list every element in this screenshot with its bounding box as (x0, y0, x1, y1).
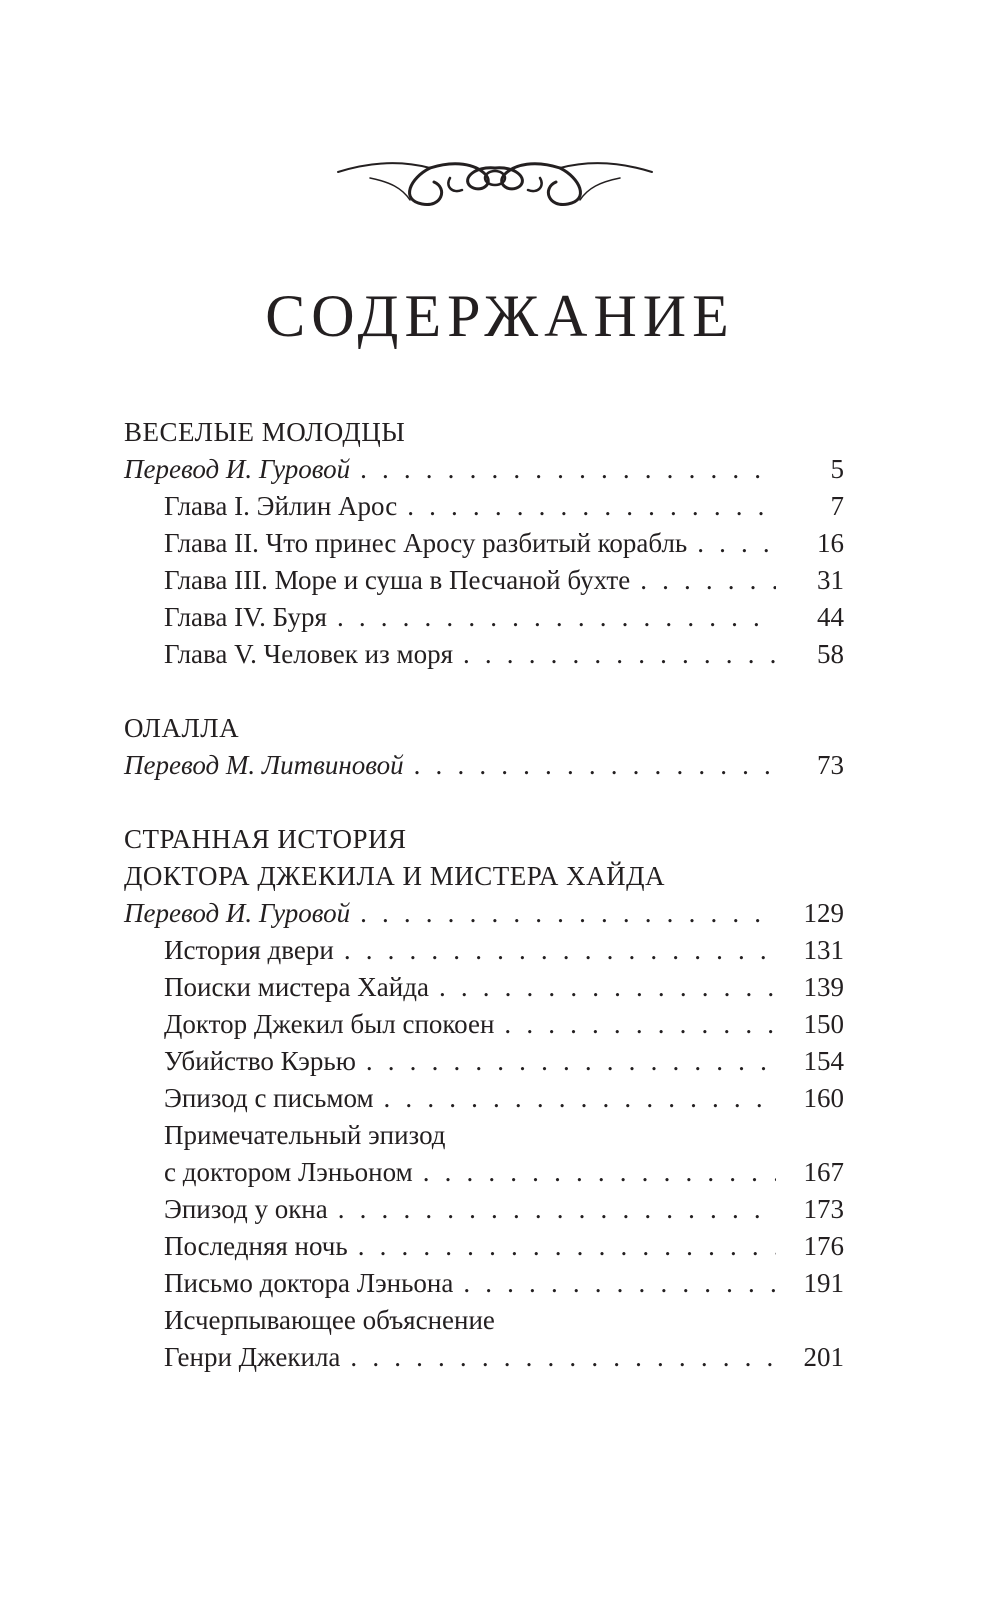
page-number: 173 (803, 1194, 844, 1224)
toc-entry-chapter[interactable] (124, 562, 844, 599)
toc-entry-chapter[interactable] (124, 1191, 844, 1228)
page-number: 176 (803, 1231, 844, 1261)
section-title: ВЕСЕЛЫЕ МОЛОДЦЫ (124, 417, 406, 447)
leader-dots (327, 599, 776, 636)
section-spacer (124, 673, 844, 710)
leader-dots (404, 747, 776, 784)
toc-entry-chapter[interactable] (124, 1043, 844, 1080)
entry-label: Письмо доктора Лэньона (164, 1268, 454, 1298)
entry-label: История двери (164, 935, 334, 965)
toc-entry-translator[interactable] (124, 895, 844, 932)
toc-entry-translator[interactable] (124, 747, 844, 784)
page-number: 150 (803, 1009, 844, 1039)
section-title: ДОКТОРА ДЖЕКИЛА И МИСТЕРА ХАЙДА (124, 861, 666, 891)
toc-entry-chapter[interactable] (124, 525, 844, 562)
leader-dots (334, 932, 776, 969)
leader-dots (356, 1043, 776, 1080)
page-number: 160 (803, 1083, 844, 1113)
entry-label: с доктором Лэньоном (164, 1157, 413, 1187)
entry-label: Перевод И. Гуровой (124, 898, 351, 928)
entry-label: Генри Джекила (164, 1342, 341, 1372)
leader-dots (397, 488, 776, 525)
page-number: 7 (830, 491, 844, 521)
leader-dots (453, 1265, 776, 1302)
page-number: 139 (803, 972, 844, 1002)
leader-dots (350, 451, 776, 488)
toc-entry-chapter[interactable] (124, 488, 844, 525)
leader-dots (348, 1228, 776, 1265)
toc-entry-chapter-first-line[interactable]: Примечательный эпизод (164, 1120, 446, 1150)
toc-entry-chapter[interactable] (124, 1080, 844, 1117)
page-number: 191 (803, 1268, 844, 1298)
leader-dots (429, 969, 776, 1006)
toc-entry-chapter[interactable] (124, 636, 844, 673)
leader-dots (687, 525, 776, 562)
leader-dots (413, 1154, 776, 1191)
toc-entry-chapter[interactable] (124, 1265, 844, 1302)
entry-label: Последняя ночь (164, 1231, 348, 1261)
page-number: 131 (803, 935, 844, 965)
page-number: 154 (803, 1046, 844, 1076)
toc-entry-chapter[interactable] (124, 932, 844, 969)
section-title: СТРАННАЯ ИСТОРИЯ (124, 824, 407, 854)
page-number: 16 (817, 528, 844, 558)
entry-label: Поиски мистера Хайда (164, 972, 429, 1002)
entry-label: Эпизод с письмом (164, 1083, 374, 1113)
entry-label: Глава I. Эйлин Арос (164, 491, 398, 521)
page-title: СОДЕРЖАНИЕ (265, 283, 735, 349)
entry-label: Глава II. Что принес Аросу разбитый корабль (164, 528, 688, 558)
section-spacer (124, 784, 844, 821)
leader-dots (630, 562, 776, 599)
entry-label: Перевод И. Гуровой (124, 454, 351, 484)
leader-dots (328, 1191, 776, 1228)
page-number: 201 (803, 1342, 844, 1372)
entry-label: Глава IV. Буря (164, 602, 327, 632)
toc-entry-chapter[interactable] (124, 1006, 844, 1043)
page-number: 44 (817, 602, 844, 632)
entry-label: Глава III. Море и суша в Песчаной бухте (164, 565, 631, 595)
leader-dots (340, 1339, 776, 1376)
page-number: 31 (817, 565, 844, 595)
entry-label: Убийство Кэрью (164, 1046, 356, 1076)
entry-label: Доктор Джекил был спокоен (164, 1009, 495, 1039)
page-number: 5 (830, 454, 844, 484)
toc-entry-chapter-first-line[interactable]: Исчерпывающее объяснение (164, 1305, 495, 1335)
ornament-flourish-icon (330, 138, 660, 218)
page-number: 129 (803, 898, 844, 928)
entry-label: Глава V. Человек из моря (164, 639, 453, 669)
toc-entry-chapter[interactable] (124, 1228, 844, 1265)
entry-label: Эпизод у окна (164, 1194, 328, 1224)
leader-dots (494, 1006, 776, 1043)
page-number: 73 (817, 750, 844, 780)
toc-entry-translator[interactable] (124, 451, 844, 488)
toc-entry-chapter[interactable] (124, 599, 844, 636)
section-title: ОЛАЛЛА (124, 713, 240, 743)
toc-entry-chapter[interactable] (124, 1339, 844, 1376)
table-of-contents (124, 414, 844, 1376)
page-number: 58 (817, 639, 844, 669)
leader-dots (453, 636, 776, 673)
entry-label: Перевод М. Литвиновой (124, 750, 404, 780)
leader-dots (350, 895, 776, 932)
leader-dots (374, 1080, 776, 1117)
toc-entry-chapter[interactable] (124, 1154, 844, 1191)
page-number: 167 (803, 1157, 844, 1187)
toc-entry-chapter[interactable] (124, 969, 844, 1006)
